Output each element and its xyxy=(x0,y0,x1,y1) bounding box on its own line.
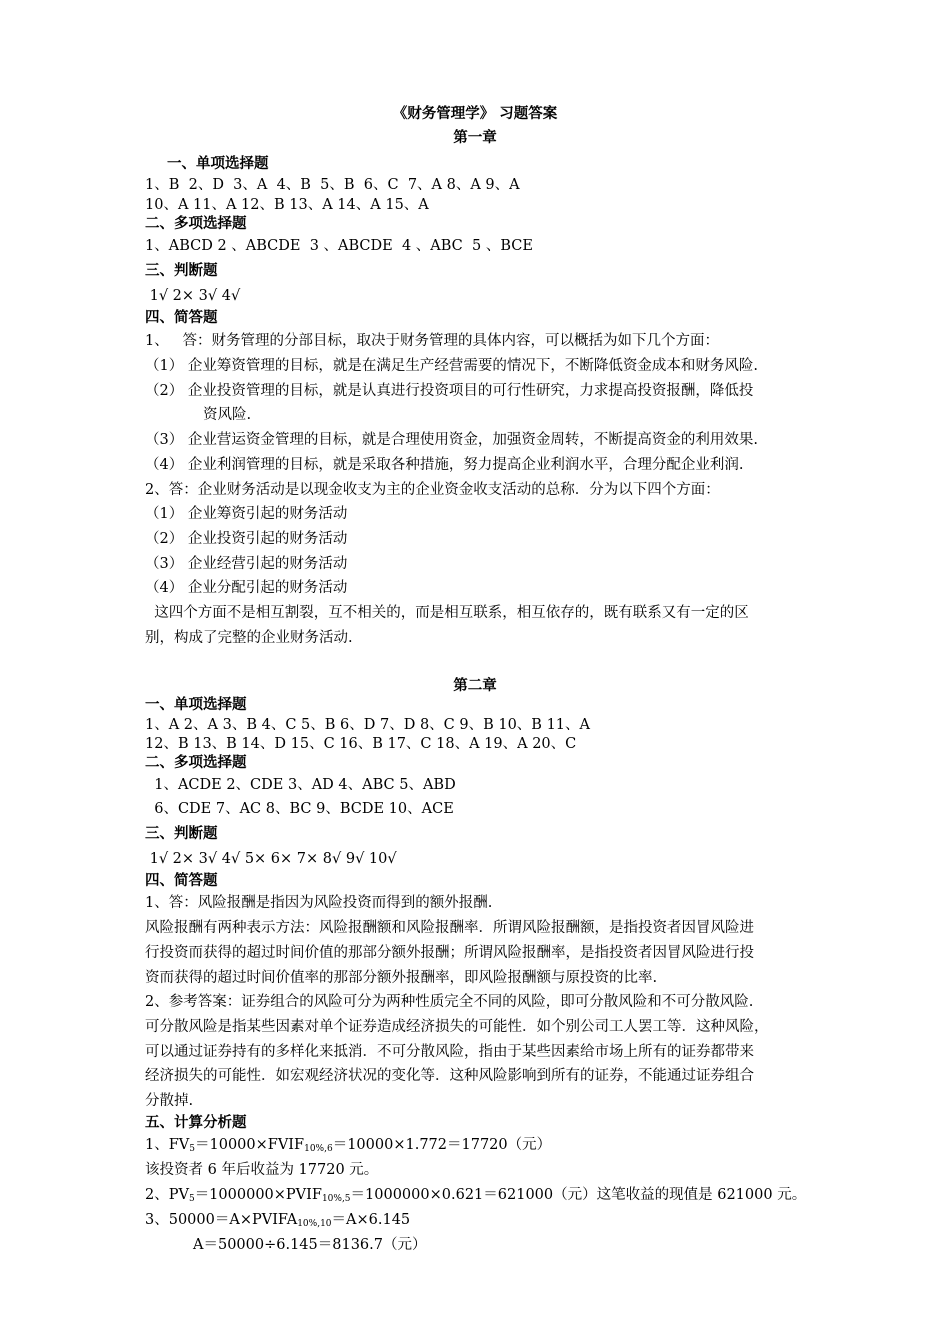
calc-2-formula: 2、$PV_5=1000000\times PVIF_{10\%,5}=1000000\times 0.621=621000$（元）这笔收益的现值是 621000 元。 xyxy=(145,1187,807,1204)
ch2-short-answer-title: 四、简答题 xyxy=(145,873,218,889)
ch1-true-false-line: 1√ 2× 3√ 4√ xyxy=(145,288,241,304)
ch2-answer-2-paragraph: 可分散风险是指某些因素对单个证券造成经济损失的可能性．如个别公司工人罢工等．这种风险， xyxy=(145,1019,769,1035)
ch1-answer-1-item: （1） 企业筹资管理的目标，就是在满足生产经营需要的情况下，不断降低资金成本和财务风险. xyxy=(145,358,758,374)
ch1-single-choice-line: 10、A 11、A 12、B 13、A 14、A 15、A xyxy=(145,197,429,213)
ch2-answer-2-paragraph: 分散掉. xyxy=(145,1093,194,1109)
calc-3-formula: 3、$50000=A\times PVIFA_{10\%,10}=A\times 6.145$ xyxy=(145,1212,411,1229)
chapter-1-heading: 第一章 xyxy=(453,130,497,146)
ch1-summary-paragraph: 别，构成了完整的企业财务活动. xyxy=(145,630,353,646)
ch1-answer-1-item: （4） 企业利润管理的目标，就是采取各种措施，努力提高企业利润水平，合理分配企业利润. xyxy=(145,457,744,473)
ch2-single-choice-title: 一、单项选择题 xyxy=(145,697,247,713)
ch1-answer-2-item: （1） 企业筹资引起的财务活动 xyxy=(145,506,348,522)
ch1-answer-1-item-cont: 资风险. xyxy=(203,407,252,423)
ch1-answer-1-item: （2） 企业投资管理的目标，就是认真进行投资项目的可行性研究，力求提高投资报酬，降低投 xyxy=(145,383,754,399)
ch1-true-false-title: 三、判断题 xyxy=(145,263,218,279)
ch1-answer-2-item: （2） 企业投资引起的财务活动 xyxy=(145,531,348,547)
ch2-answer-2-paragraph: 可以通过证券持有的多样化来抵消．不可分散风险，指由于某些因素给市场上所有的证券都带来 xyxy=(145,1044,754,1060)
ch1-answer-2-item: （4） 企业分配引起的财务活动 xyxy=(145,580,348,596)
ch1-answer-1: 1、 答：财务管理的分部目标，取决于财务管理的具体内容，可以概括为如下几个方面： xyxy=(145,333,720,349)
ch2-single-choice-line: 12、B 13、B 14、D 15、C 16、B 17、C 18、A 19、A 20、C xyxy=(145,736,577,752)
ch1-answer-1-item: （3） 企业营运资金管理的目标，就是合理使用资金，加强资金周转，不断提高资金的利用效果. xyxy=(145,432,758,448)
ch2-answer-1-paragraph: 资而获得的超过时间价值率的那部分额外报酬率，即风险报酬额与原投资的比率. xyxy=(145,970,658,986)
ch2-answer-1-paragraph: 行投资而获得的超过时间价值的那部分额外报酬；所谓风险报酬率，是指投资者因冒风险进行投 xyxy=(145,945,754,961)
ch1-short-answer-title: 四、简答题 xyxy=(145,310,218,326)
ch1-summary-paragraph: 这四个方面不是相互割裂，互不相关的，而是相互联系，相互依存的，既有联系又有一定的区 xyxy=(145,605,749,621)
document-title: 《财务管理学》 习题答案 xyxy=(392,106,558,122)
calc-1-formula: 1、$FV_5=10000\times FVIF_{10\%,6}=10000\times 1.772=17720$（元） xyxy=(145,1137,552,1154)
ch1-answer-2: 2、答：企业财务活动是以现金收支为主的企业资金收支活动的总称．分为以下四个方面： xyxy=(145,482,720,498)
ch2-calculation-title: 五、计算分析题 xyxy=(145,1115,247,1131)
ch1-single-choice-title: 一、单项选择题 xyxy=(167,156,269,172)
ch2-multi-choice-line: 6、CDE 7、AC 8、BC 9、BCDE 10、ACE xyxy=(145,801,454,817)
ch1-multi-choice-title: 二、多项选择题 xyxy=(145,216,247,232)
ch2-multi-choice-title: 二、多项选择题 xyxy=(145,755,247,771)
calc-3-result: A＝50000÷6.145＝8136.7（元） xyxy=(193,1237,427,1253)
ch2-multi-choice-line: 1、ACDE 2、CDE 3、AD 4、ABC 5、ABD xyxy=(145,777,456,793)
ch1-answer-2-item: （3） 企业经营引起的财务活动 xyxy=(145,556,348,572)
ch1-single-choice-line: 1、B 2、D 3、A 4、B 5、B 6、C 7、A 8、A 9、A xyxy=(145,177,520,193)
chapter-2-heading: 第二章 xyxy=(453,678,497,694)
ch2-true-false-line: 1√ 2× 3√ 4√ 5× 6× 7× 8√ 9√ 10√ xyxy=(145,851,397,867)
calc-1-result: 该投资者 6 年后收益为 17720 元。 xyxy=(145,1162,379,1178)
ch2-answer-1-paragraph: 风险报酬有两种表示方法：风险报酬额和风险报酬率．所谓风险报酬额，是指投资者因冒风险进 xyxy=(145,920,754,936)
ch1-multi-choice-line: 1、ABCD 2 、ABCDE 3 、ABCDE 4 、ABC 5 、BCE xyxy=(145,238,533,254)
ch2-answer-2-paragraph: 经济损失的可能性．如宏观经济状况的变化等．这种风险影响到所有的证券，不能通过证券组合 xyxy=(145,1068,754,1084)
ch2-true-false-title: 三、判断题 xyxy=(145,826,218,842)
ch2-single-choice-line: 1、A 2、A 3、B 4、C 5、B 6、D 7、D 8、C 9、B 10、B 11、A xyxy=(145,717,590,733)
ch2-answer-1: 1、答：风险报酬是指因为风险投资而得到的额外报酬. xyxy=(145,895,493,911)
ch2-answer-2: 2、参考答案：证券组合的风险可分为两种性质完全不同的风险，即可分散风险和不可分散风险. xyxy=(145,994,754,1010)
